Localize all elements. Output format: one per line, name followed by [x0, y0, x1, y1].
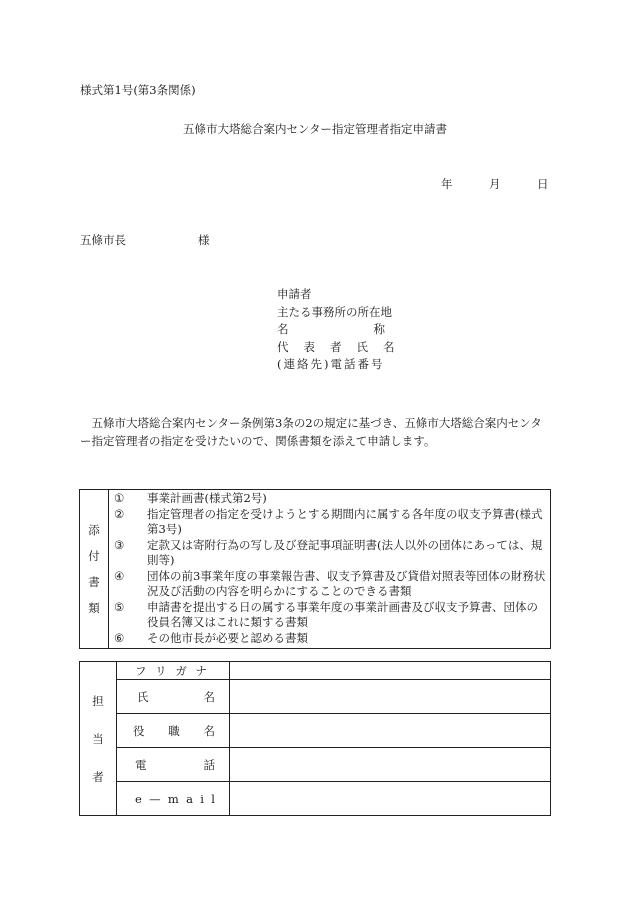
- attachment-item-number: ④: [114, 568, 125, 583]
- position-field[interactable]: [230, 714, 551, 748]
- label-char: 職: [168, 723, 180, 738]
- applicant-block: [277, 286, 470, 374]
- label-char: e: [135, 791, 142, 806]
- label-char: フ: [135, 663, 147, 678]
- label-char: 氏: [137, 689, 149, 704]
- attachment-item: [114, 630, 546, 647]
- label-char: 役: [133, 723, 145, 738]
- form-number: 様式第1号(第3条関係): [80, 83, 196, 97]
- applicant-heading: 申請者: [277, 287, 312, 301]
- contact-person-label: [80, 662, 117, 816]
- attachment-item-text: 定款又は寄附行為の写し及び登記事項証明書(法人以外の団体にあっては、規則等): [147, 537, 543, 567]
- document-title: 五條市大塔総合案内センター指定管理者指定申請書: [182, 122, 448, 136]
- contact-person-table: [79, 661, 551, 816]
- name-label: [117, 680, 230, 714]
- attachments-label-char: 類: [88, 601, 100, 615]
- attachment-item-number: ⑤: [114, 599, 125, 614]
- label-char: 名: [203, 689, 215, 704]
- attachments-label: [80, 490, 109, 649]
- contact-label-char: 担: [92, 693, 104, 708]
- label-char: ナ: [195, 663, 207, 678]
- email-field[interactable]: [230, 782, 551, 816]
- attachment-item: [114, 537, 546, 569]
- contact-label-char: 当: [92, 731, 104, 746]
- addressee-honorific: 様: [198, 233, 210, 247]
- label-char: a: [186, 791, 193, 806]
- name-field[interactable]: [230, 680, 551, 714]
- label-char: l: [211, 791, 215, 806]
- label-char: 名: [203, 723, 215, 738]
- phone-field[interactable]: [230, 748, 551, 782]
- attachment-item-number: ②: [114, 506, 125, 521]
- email-label: [117, 782, 230, 816]
- date-day: 日: [537, 177, 549, 191]
- attachments-label-char: 書: [88, 575, 100, 589]
- application-statement: 五條市大塔総合案内センター条例第3条の2の規定に基づき、五條市大塔総合案内センター指定管理者の指定を受けたいので、関係書類を添えて申請します。: [80, 416, 542, 448]
- phone-label: [117, 748, 230, 782]
- label-char: 話: [203, 757, 215, 772]
- attachment-item: [114, 568, 546, 600]
- label-char: i: [200, 791, 204, 806]
- label-char: リ: [155, 663, 167, 678]
- date-year: 年: [441, 177, 453, 191]
- attachment-item-number: ①: [114, 491, 125, 505]
- attachment-item-text: 団体の前3事業年度の事業報告書、収支予算書及び貸借対照表等団体の財務状況及び活動の内容を明らかにすることのできる書類: [147, 568, 546, 598]
- attachments-table: [79, 489, 551, 649]
- attachment-item-text: 申請書を提出する日の属する事業年度の事業計画書及び収支予算書、団体の役員名簿又はこれに類する書類: [147, 599, 538, 629]
- attachments-label-char: 添: [88, 523, 100, 537]
- attachments-label-char: 付: [88, 549, 100, 563]
- addressee: [80, 232, 210, 248]
- attachment-item-number: ⑥: [114, 630, 125, 645]
- attachments-list: [109, 490, 551, 649]
- label-char: ガ: [175, 663, 187, 678]
- applicant-phone-label: (連絡先)電話番号: [277, 357, 385, 371]
- attachment-item: [114, 491, 546, 507]
- applicant-representative-label: 代表者氏名: [277, 339, 410, 354]
- attachment-item: [114, 599, 546, 631]
- label-char: —: [149, 791, 161, 806]
- attachment-item-text: その他市長が必要と認める書類: [147, 630, 308, 645]
- contact-label-char: 者: [92, 769, 104, 784]
- attachment-item-text: 事業計画書(様式第2号): [147, 491, 267, 505]
- date-month: 月: [489, 177, 501, 191]
- applicant-address-label: 主たる事務所の所在地: [277, 304, 392, 319]
- addressee-name: 五條市長: [80, 233, 126, 247]
- position-label: [117, 714, 230, 748]
- label-char: m: [167, 791, 179, 806]
- furigana-field[interactable]: [230, 662, 551, 680]
- label-char: 電: [135, 757, 147, 772]
- attachment-item-text: 指定管理者の指定を受けようとする期間内に属する各年度の収支予算書(様式第3号): [147, 506, 543, 536]
- attachment-item: [114, 506, 546, 538]
- applicant-name-label: 名称: [277, 322, 470, 336]
- attachment-item-number: ③: [114, 537, 125, 552]
- furigana-label: [117, 662, 230, 680]
